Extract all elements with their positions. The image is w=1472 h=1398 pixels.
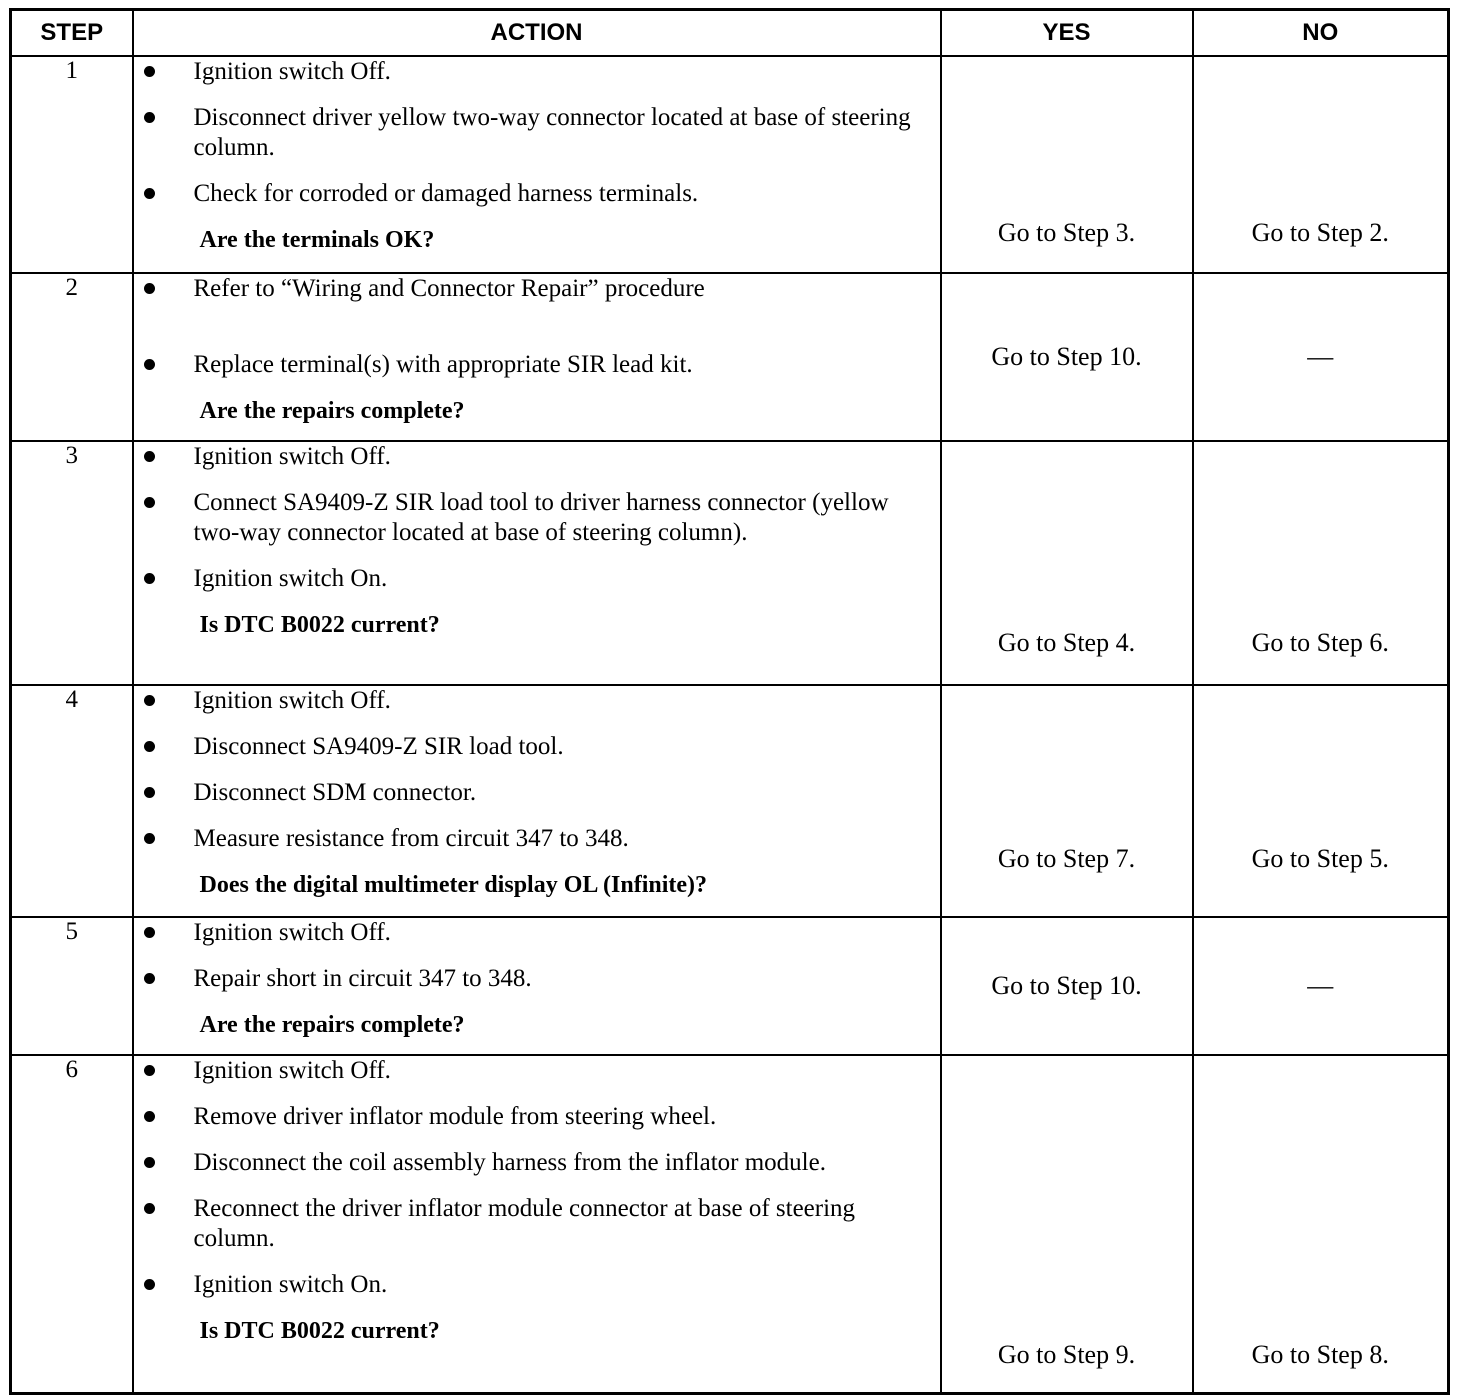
step-number: 3: [11, 441, 133, 685]
action-text: Measure resistance from circuit 347 to 348.: [193, 825, 629, 852]
bullet-icon: [144, 787, 155, 798]
table-row: [11, 56, 1449, 273]
action-text: Disconnect SA9409-Z SIR load tool.: [193, 733, 564, 760]
action-text: Replace terminal(s) with appropriate SIR lead kit.: [193, 351, 693, 378]
action-text: Disconnect driver yellow two-way connector located at base of steering column.: [193, 104, 911, 161]
bullet-icon: [144, 283, 155, 294]
action-item: [134, 57, 940, 87]
action-item: [134, 1194, 940, 1254]
yes-result: Go to Step 4.: [941, 441, 1193, 685]
yes-result: Go to Step 10.: [941, 917, 1193, 1055]
action-text: Disconnect the coil assembly harness from the inflator module.: [193, 1149, 826, 1176]
action-text: Reconnect the driver inflator module connector at base of steering column.: [193, 1195, 856, 1252]
bullet-icon: [144, 1065, 155, 1076]
action-item: [134, 442, 940, 472]
no-result: —: [1193, 273, 1449, 441]
action-item: [134, 1270, 940, 1300]
action-text: Ignition switch On.: [193, 565, 388, 592]
action-item: [134, 488, 940, 548]
bullet-icon: [144, 573, 155, 584]
action-item: [134, 564, 940, 594]
step-number: 5: [11, 917, 133, 1055]
table-row: [11, 685, 1449, 917]
action-text: Ignition switch Off.: [193, 919, 391, 946]
bullet-icon: [144, 188, 155, 199]
no-result: —: [1193, 917, 1449, 1055]
table-header: [11, 10, 1449, 57]
action-cell: [133, 917, 941, 1055]
bullet-icon: [144, 1157, 155, 1168]
action-item: [134, 918, 940, 948]
yes-result: Go to Step 10.: [941, 273, 1193, 441]
action-text: Remove driver inflator module from steering wheel.: [193, 1103, 717, 1130]
action-item: [134, 1056, 940, 1086]
no-result: Go to Step 8.: [1193, 1055, 1449, 1393]
bullet-icon: [144, 1203, 155, 1214]
action-text: Ignition switch Off.: [193, 58, 391, 85]
step-number: 2: [11, 273, 133, 441]
no-result: Go to Step 2.: [1193, 56, 1449, 273]
bullet-icon: [144, 1279, 155, 1290]
action-question: Are the repairs complete?: [199, 1012, 465, 1038]
diagnostic-table: [9, 8, 1450, 1395]
bullet-icon: [144, 359, 155, 370]
header-row: [11, 10, 1449, 57]
action-text: Ignition switch Off.: [193, 687, 391, 714]
action-cell: [133, 441, 941, 685]
bullet-icon: [144, 833, 155, 844]
action-item: [134, 1148, 940, 1178]
action-text: Ignition switch Off.: [193, 443, 391, 470]
action-question: Are the repairs complete?: [199, 398, 465, 424]
action-item: [134, 179, 940, 209]
action-item: [134, 964, 940, 994]
bullet-icon: [144, 112, 155, 123]
action-cell: [133, 1055, 941, 1393]
action-question: Is DTC B0022 current?: [199, 612, 440, 638]
bullet-icon: [144, 497, 155, 508]
step-column-header: STEP: [11, 10, 133, 57]
bullet-icon: [144, 66, 155, 77]
action-item: [134, 686, 940, 716]
action-text: Ignition switch Off.: [193, 1057, 391, 1084]
action-item: [134, 778, 940, 808]
action-question: Are the terminals OK?: [199, 227, 435, 253]
action-cell: [133, 273, 941, 441]
action-cell: [133, 56, 941, 273]
action-item: [134, 824, 940, 854]
step-number: 6: [11, 1055, 133, 1393]
action-text: Disconnect SDM connector.: [193, 779, 477, 806]
table-row: [11, 273, 1449, 441]
table-row: [11, 917, 1449, 1055]
action-text: Repair short in circuit 347 to 348.: [193, 965, 532, 992]
bullet-icon: [144, 1111, 155, 1122]
no-column-header: NO: [1193, 10, 1449, 57]
action-text: Connect SA9409-Z SIR load tool to driver harness connector (yellow two-way connector located at base of steering column).: [193, 489, 889, 546]
bullet-icon: [144, 741, 155, 752]
action-item: [134, 1102, 940, 1132]
yes-column-header: YES: [941, 10, 1193, 57]
bullet-icon: [144, 927, 155, 938]
action-item: [134, 732, 940, 762]
no-result: Go to Step 5.: [1193, 685, 1449, 917]
bullet-icon: [144, 973, 155, 984]
action-column-header: ACTION: [133, 10, 941, 57]
bullet-icon: [144, 451, 155, 462]
yes-result: Go to Step 3.: [941, 56, 1193, 273]
yes-result: Go to Step 9.: [941, 1055, 1193, 1393]
action-text: Check for corroded or damaged harness terminals.: [193, 180, 699, 207]
action-question: Does the digital multimeter display OL (Infinite)?: [199, 872, 708, 898]
action-text: Ignition switch On.: [193, 1271, 388, 1298]
step-number: 1: [11, 56, 133, 273]
bullet-icon: [144, 695, 155, 706]
action-item: [134, 274, 940, 304]
no-result: Go to Step 6.: [1193, 441, 1449, 685]
table-row: [11, 441, 1449, 685]
action-item: [134, 103, 940, 163]
step-number: 4: [11, 685, 133, 917]
yes-result: Go to Step 7.: [941, 685, 1193, 917]
action-item: [134, 350, 940, 380]
table-row: [11, 1055, 1449, 1393]
action-question: Is DTC B0022 current?: [199, 1318, 440, 1344]
action-text: Refer to “Wiring and Connector Repair” procedure: [193, 275, 705, 302]
action-cell: [133, 685, 941, 917]
